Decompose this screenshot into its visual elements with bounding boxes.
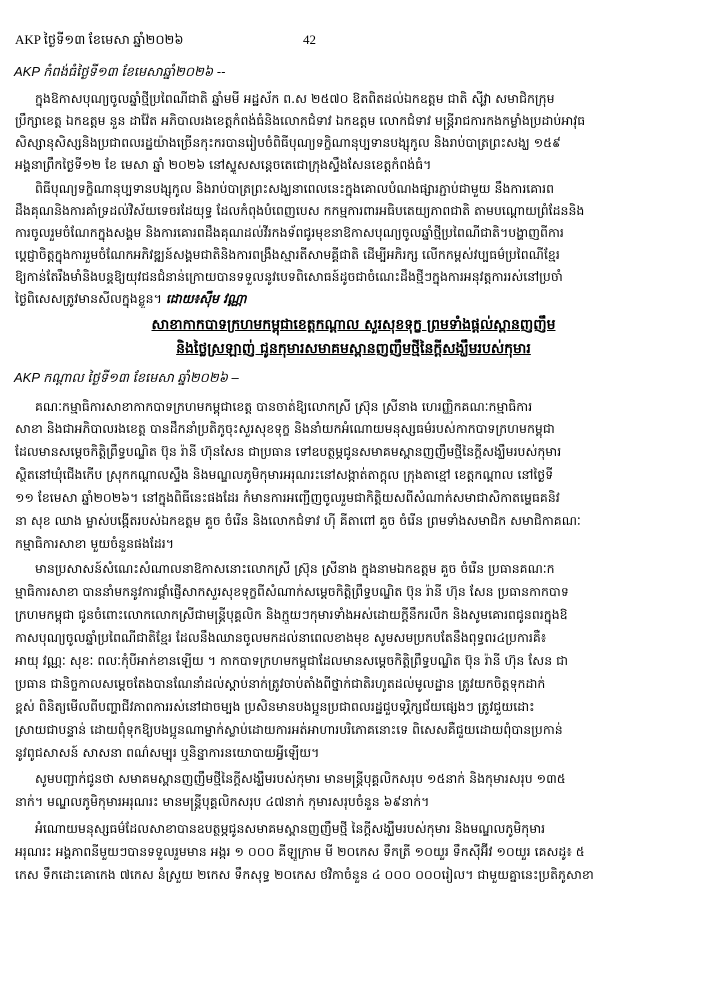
paragraph-line: ក្នុងឱកាសបុណ្យចូលឆ្នាំថ្មីប្រពៃណីជាតិ ឆ្នាំមមី អដ្ឋស័ក ព.ស ២៥៧០ ឱតពិតដល់ឯកឧត្តម ជាតិ ស៊ីវ្លា សមាជិកក្រុម: [35, 91, 555, 106]
paragraph-line: អំណោយមនុស្សធម៌ដែលសាខាបានឧបត្ថម្ភជូនសមាគមស្ពានញញឹមថ្មី នៃក្តីសង្ឃឹមរបស់កុមារ និងមណ្ឌលភូមិកុមារ: [35, 821, 546, 836]
paragraph-line-with-byline: [15, 290, 691, 308]
paragraph-line: កម្មាធិការសាខា មួយចំនួនផងដែរ។: [15, 536, 175, 551]
paragraph-line: ១១ ខែមេសា ឆ្នាំ២០២៦។ នៅក្នុងពិធីនេះផងដែរ កំមានការអញ្ជើញចូលរួមជាកិត្តិយសពីសំណាក់សមាជាសិកាតម្ហេធគនិវ: [15, 490, 560, 505]
paragraph-line: នាក់។ មណ្ឌលភូមិកុមារអរុណរះ មានមន្រ្តីបុគ្គលិកសរុប ៤៧នាក់ កុមារសរុបចំនួន ៦៩នាក់។: [15, 794, 430, 809]
paragraph-line: សូមបញ្ជាក់ជូនថា សមាគមស្ពានញញឹមថ្មីនៃក្តីសង្ឃឹមរបស់កុមារ មានមន្រ្តីបុគ្គលិកសរុប ១៥នាក់ និងកុមារសរុប ១៣៥: [35, 771, 566, 786]
article2-dateline: AKP កណ្តាល ថ្ងៃទី១៣ ខែមេសា ឆ្នាំ២០២៦ –: [14, 370, 239, 385]
article2-headline: និងថ្លៃស្រឡាញ់ ជូនកុមារសមាគមស្ពានញញឹមថ្មីនៃក្តីសង្ឃឹមរបស់កុមារ: [176, 341, 531, 357]
paragraph-line: ស្ថិតនៅឃុំជើងកើប ស្រុកកណ្តាលស្ទឹង និងមណ្ឌលភូមិកុមារអរុណរះនៅសង្កាត់តាក្តុល ក្រុងតាខ្មៅ ខេត្តកណ្តាល នៅថ្ងៃទី: [15, 467, 554, 482]
paragraph-line: ដឹងគុណនិងការគាំទ្រដល់វិស័យទេចរដែយុទ្ធ ដែលកំពុងបំពេញបេស កកម្មការពារអធិបតេយ្យភាពជាតិ តាមបណ្តោយព្រំដែននិង: [15, 203, 585, 218]
article2-headline: សាខាកាកបាទក្រហមកម្ពុជាខេត្តកណ្តាល សួរសុខទុក្ខ ព្រមទាំងផ្តល់ស្ពានញញឹម: [151, 317, 556, 333]
article1-dateline: AKP កំពង់ធំថ្ងៃទី១៣ ខែមេសាឆ្នាំ២០២៦ --: [14, 64, 226, 79]
paragraph-line: កាសបុណ្យចូលឆ្នាំប្រពៃណីជាតិខ្មែរ ដែលនឹងឈានចូលមកដល់នាពេលខាងមុខ សូមសមប្រកបតែនឹងពុទ្ធពរ៤ប្រការគឺ៖: [15, 630, 547, 645]
paragraph-line: គណៈកម្មាធិការសាខាកាកបាទក្រហមកម្ពុជាខេត្ត បានចាត់ឱ្យលោកស្រី ស្រ៊ុន ស្រីនាង ហេរញ្ញិកគណៈកម្មាធិការ: [35, 399, 533, 414]
paragraph-line: អរុណរះ អង្គភាពនីមួយៗបានទទួលរួមមាន អង្ករ ១ ០០០ គីឡូក្រាម មី ២០កេស ទឹកត្រី ១០យួរ ទឹកស៊ីអ៊ីវ ១០យួរ គេសដូ៖ ៥: [15, 844, 585, 859]
paragraph-line: អាយុ វណ្ណៈ សុខៈ ពលៈកុំបីអាក់ខានឡើយ ។ កាកបាទក្រហមកម្ពុជាដែលមានសម្តេចកិត្តិព្រឹទ្ធបណ្ឌិត ប៊ុន រ៉ានី ហ៊ុន សែន ជា: [15, 653, 569, 668]
paragraph-line: ឱ្យកាន់តែរឹងមាំនិងបន្តឱ្យយុវជនជំនាន់ក្រោយបានទទួលនូវបេទពិសោធន៍ដូចជាចំណេះដឹងថ្មីៗក្នុងការអនុវត្តការរស់នៅប្រចាំ: [15, 269, 563, 284]
paragraph-line: ក្រហមកម្ពុជា ជូនចំពោះលោកលោកស្រីជាមន្រ្តីបុគ្គលិក និងក្មួយៗកុមារទាំងអស់ដោយក្តីនឹករលឹក និងសូមគោរពជូនពរក្នុងឱ: [15, 607, 568, 622]
paragraph-line: ស្រាយជាបន្ទាន់ ដោយពុំទុកឱ្យបងប្អូនណាម្នាក់ស្លាប់ដោយការអត់អាហារបរិភោគនោះទេ ពិសេសគឺជួយដោយពុំបានប្រកាន់: [15, 722, 563, 737]
paragraph-line: សាខា និងជាអភិបាលរងខេត្ត បានដឹកនាំប្រតិភូចុះសួរសុខទុក្ខ និងនាំយកអំណោយមនុស្សធម៌របស់កាកបាទក្រហមកម្ពុជា: [15, 421, 555, 436]
paragraph-line: អង្គនាព្រឹកថ្ងៃទី១២ ខែ មេសា ឆ្នាំ ២០២៦ នៅស្ទូសសន្តេចតេជោក្រុងស្ទឹងសែនខេត្តកំពង់ធំ។: [15, 157, 432, 172]
paragraph-line: ការចូលរួមចំណែកក្នុងសង្គម និងការគោរពដឹងគុណដល់វីរកងទ័ពជូរមុខនាឱកាសបុណ្យចូលឆ្នាំថ្មីប្រពៃណីជាតិ។បង្ហាញពីការ: [15, 225, 564, 240]
paragraph-line: នូវពូជសាសន៍ សាសនា ពណ៌សម្បុរ ឬនិន្នាការនយោបាយអ្វីឡើយ។: [15, 745, 320, 760]
paragraph-line: ពិធីបុណ្យទក្ខិណានុប្បទានបង្សុកូល និងរាប់បាត្រព្រះសង្ឃនាពេលនេះក្នុងគោលបំណងផ្សារភ្ជាប់ជាមួយ នឹងការគោរព: [35, 181, 555, 196]
paragraph-line: ខ្ពស់ ពិនិត្យមើលពីបញ្ហាជីវភាពការរស់នៅជាចម្បង ប្រសិនមានបងប្អូនប្រជាពលរដ្ឋជួបទុរ្ភិក្សជ័យផ្សេងៗ ត្រូវជួយដោះ: [15, 699, 535, 714]
paragraph-line: កេស ទឹកដោះគោកេង ៧កេស នំស្រួយ ២កេស ទឹកសុទ្ធ ២០កេស ថវិកាចំនួន ៤ ០០០ ០០០រៀល។ ជាមួយគ្នានេះប្រតិភូសាខា: [15, 867, 594, 882]
paragraph-line: សិស្សានុសិស្សនិងប្រជាពលរដ្ឋយ៉ាងច្រើនកុះករបានរៀបចំពិធីបុណ្យទក្ខិណានុប្បទានបង្សុកូល និងរាប់បាត្រព្រះសង្ឃ ១៥៩: [15, 135, 561, 150]
page-number: 42: [303, 32, 316, 47]
paragraph-line: ប្តេជ្ញាចិត្តក្នុងការរួមចំណែកអភិវឌ្ឍន៍សង្គមជាតិនិងការពង្រឹងស្មារតីសាមគ្គីជាតិ ដើម្បីអភិរក្ស លើកកម្ពស់វប្បធម៌ប្រពៃណីខ្មែរ: [15, 247, 560, 262]
paragraph-line: ថ្ងៃពិសេសត្រូវមានសីលក្នុងខ្លួន។: [15, 291, 162, 306]
paragraph-line: មានប្រសាសន៍សំណេះសំណាលនាឱកាសនោះលោកស្រី ស្រ៊ុន ស្រីនាង ក្នុងនាមឯកឧត្តម គួច ចំរើន ប្រធានគណៈក: [35, 561, 555, 576]
paragraph-line: នា សុខ ឈាង ម្ចាស់បង្កើតរបស់ឯកឧត្តម គួច ចំរើន និងលោកជំទាវ ហ៊ី គីតាពៅ គួច ចំរើន ព្រមទាំងសមាជិក សមាជិកាគណៈ: [15, 513, 581, 528]
article1-byline: ដោយ៖ស៊ឹម វណ្ណា: [165, 291, 247, 306]
paragraph-line: ដែលមានសម្តេចកិត្តិព្រឹទ្ធបណ្ឌិត ប៊ុន រ៉ានី ហ៊ុនសែន ជាប្រធាន ទៅឧបត្ថម្ភជូនសមាគមស្ពានញញឹមថ្មីនៃក្តីសង្ឃឹមរបស់កុមារ: [15, 444, 562, 459]
paragraph-line: ម្មាធិការសាខា បាននាំមកនូវការផ្តាំផ្ញើសាកសួរសុខទុក្ខពីសំណាក់សម្តេចកិត្តិព្រឹទ្ធបណ្ឌិត ប៊ុន រ៉ានី ហ៊ុន សែន ប្រធានកាកបាទ: [15, 584, 569, 599]
header-date: AKP ថ្ងៃទី១៣ ខែមេសា ឆ្នាំ២០២៦: [15, 32, 184, 47]
paragraph-line: ប្រធាន ជានិច្ចកាលសម្តេចតែងបានណែនាំដល់ស្តាប់នាក់ត្រូវចាប់តាំងពីថ្នាក់ជាតិរហូតដល់មូលដ្ឋាន ត្រូវយកចិត្តទុកដាក់: [15, 676, 546, 691]
page-header: [15, 30, 695, 52]
paragraph-line: ប្រឹក្សាខេត្ត ឯកឧត្តម នួន ដាវ៉ែត អភិបាលរងខេត្តកំពង់ធំនិងលោកជំទាវ ឯកឧត្តម លោកជំទាវ មន្រ្តីរាជការកងកម្លាំងប្រដាប់អាវុធ: [15, 113, 586, 128]
